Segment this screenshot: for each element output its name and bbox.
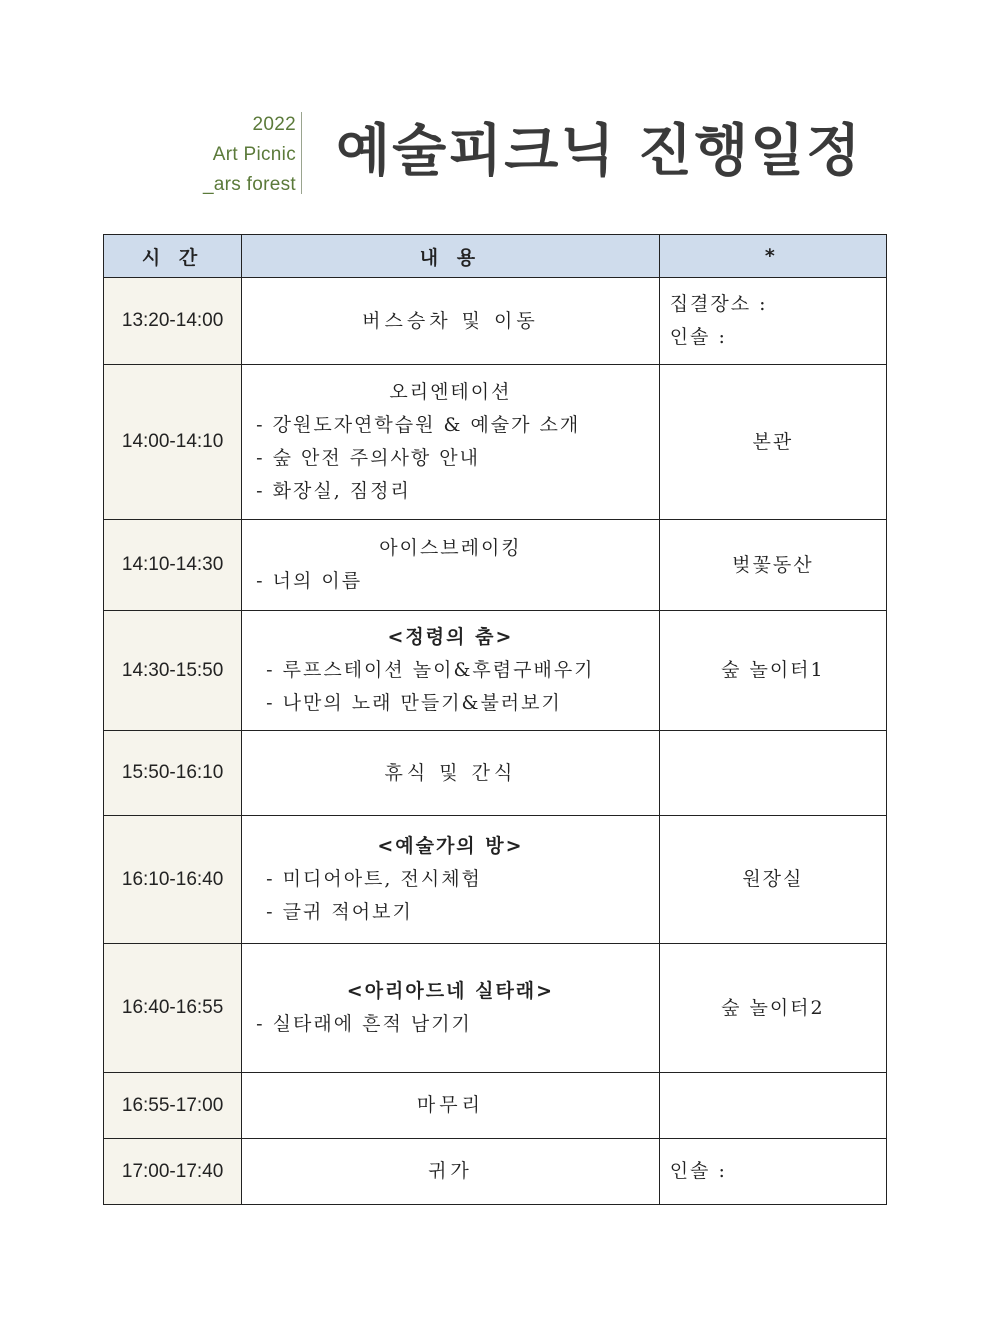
activity-title: <아리아드네 실타래> <box>346 980 555 1002</box>
activity-title: <정령의 춤> <box>387 626 514 648</box>
note-line: 본관 <box>752 430 794 453</box>
note-cell <box>659 278 886 365</box>
header-note: * <box>659 235 886 278</box>
table-row <box>104 944 887 1073</box>
note-cell <box>659 520 886 611</box>
brand-divider <box>301 112 302 194</box>
content-cell <box>242 278 660 365</box>
activity-title: 마무리 <box>416 1094 484 1116</box>
activity-title: 오리엔테이션 <box>389 381 512 403</box>
time-cell: 16:40-16:55 <box>104 944 242 1073</box>
time-cell: 14:10-14:30 <box>104 520 242 611</box>
table-row <box>104 611 887 731</box>
note-line: 집결장소 : <box>669 293 768 315</box>
table-row <box>104 1073 887 1139</box>
activity-bullet: - 강원도자연학습원 & 예술가 소개 <box>256 414 581 436</box>
activity-bullet: - 숲 안전 주의사항 안내 <box>256 447 480 469</box>
activity-title: 귀가 <box>428 1160 473 1182</box>
note-line: 인솔 : <box>669 1160 727 1182</box>
note-cell <box>659 944 886 1073</box>
table-header-row <box>104 235 887 278</box>
content-cell <box>242 520 660 611</box>
note-line: 원장실 <box>742 868 804 890</box>
document-header <box>0 104 1007 200</box>
time-cell: 14:30-15:50 <box>104 611 242 731</box>
note-cell <box>659 1139 886 1205</box>
activity-title: 휴식 및 간식 <box>384 761 517 784</box>
content-cell <box>242 1139 660 1205</box>
content-cell <box>242 731 660 816</box>
activity-title: 버스승차 및 이동 <box>362 309 539 332</box>
content-cell <box>242 611 660 731</box>
activity-bullet: - 글귀 적어보기 <box>266 901 413 923</box>
note-cell <box>659 365 886 520</box>
content-cell <box>242 365 660 520</box>
note-line: 인솔 : <box>669 326 727 348</box>
table-row <box>104 731 887 816</box>
note-cell <box>659 731 886 816</box>
activity-bullet: - 미디어아트, 전시체험 <box>266 868 482 890</box>
time-cell: 13:20-14:00 <box>104 278 242 365</box>
brand-subtitle: _ars forest <box>202 174 296 195</box>
activity-title: 아이스브레이킹 <box>379 537 522 559</box>
content-cell <box>242 944 660 1073</box>
table-row <box>104 278 887 365</box>
time-cell: 16:55-17:00 <box>104 1073 242 1139</box>
note-line: 숲 놀이터2 <box>721 996 825 1019</box>
content-cell <box>242 816 660 944</box>
activity-title: <예술가의 방> <box>377 835 524 857</box>
brand-year: 2022 <box>252 114 296 135</box>
schedule-table <box>103 234 887 1205</box>
brand-name: Art Picnic <box>212 144 296 165</box>
header-time: 시 간 <box>104 235 242 278</box>
note-cell <box>659 611 886 731</box>
time-cell: 15:50-16:10 <box>104 731 242 816</box>
note-line: 벚꽃동산 <box>732 553 814 576</box>
table-row <box>104 816 887 944</box>
page-title: 예술피크닉 진행일정 <box>336 119 863 184</box>
activity-bullet: - 실타래에 흔적 남기기 <box>256 1013 472 1035</box>
note-line: 숲 놀이터1 <box>721 659 825 681</box>
activity-bullet: - 화장실, 짐정리 <box>256 480 411 502</box>
time-cell: 16:10-16:40 <box>104 816 242 944</box>
activity-bullet: - 너의 이름 <box>256 570 363 592</box>
note-cell <box>659 816 886 944</box>
table-row <box>104 1139 887 1205</box>
time-cell: 14:00-14:10 <box>104 365 242 520</box>
table-row <box>104 365 887 520</box>
note-cell <box>659 1073 886 1139</box>
content-cell <box>242 1073 660 1139</box>
header-content: 내 용 <box>242 235 660 278</box>
activity-bullet: - 나만의 노래 만들기&불러보기 <box>266 692 562 714</box>
table-row <box>104 520 887 611</box>
brand-block <box>150 110 296 200</box>
activity-bullet: - 루프스테이션 놀이&후렴구배우기 <box>266 659 595 681</box>
time-cell: 17:00-17:40 <box>104 1139 242 1205</box>
